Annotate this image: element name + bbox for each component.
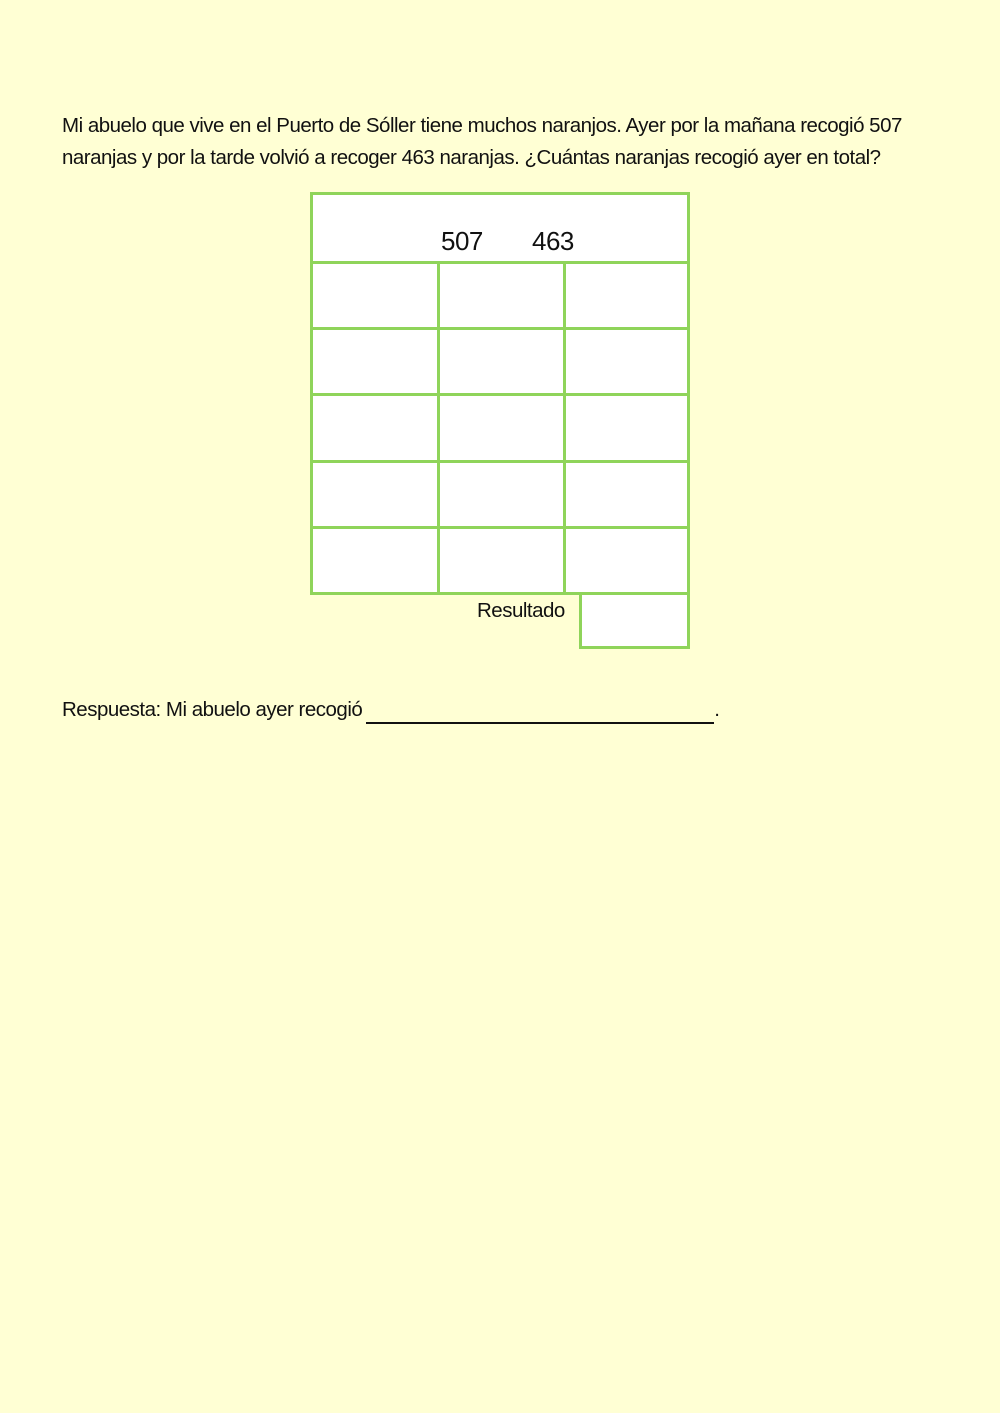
grid-cell[interactable] — [440, 264, 563, 327]
answer-suffix: . — [714, 698, 720, 721]
grid-cell[interactable] — [440, 463, 563, 526]
grid-cell[interactable] — [313, 330, 437, 393]
grid-cell[interactable] — [566, 264, 687, 327]
grid-number-507: 507 — [441, 226, 483, 256]
grid-header-row — [313, 195, 687, 262]
answer-prefix: Respuesta: Mi abuelo ayer recogió — [62, 698, 363, 721]
grid-cell[interactable] — [566, 463, 687, 526]
grid-cell[interactable] — [313, 529, 437, 592]
grid-number-463: 463 — [532, 226, 574, 256]
grid-cell[interactable] — [566, 396, 687, 460]
grid-cell[interactable] — [440, 396, 563, 460]
grid-cell[interactable] — [313, 463, 437, 526]
result-box[interactable] — [579, 595, 690, 649]
problem-statement: Mi abuelo que vive en el Puerto de Sóller tiene muchos naranjos. Ayer por la mañana recogió 507 naranjas y por la tarde volvió a recoger 463 naranjas. ¿Cuántas naranjas recogió ayer en total? — [62, 114, 902, 169]
grid-cell[interactable] — [440, 330, 563, 393]
grid-cell[interactable] — [566, 529, 687, 592]
grid-cell[interactable] — [313, 396, 437, 460]
answer-blank-input[interactable] — [366, 702, 714, 724]
result-label: Resultado — [477, 599, 565, 622]
grid-cell[interactable] — [440, 529, 563, 592]
grid-cell[interactable] — [566, 330, 687, 393]
answer-line — [62, 696, 720, 724]
grid-cell[interactable] — [313, 264, 437, 327]
calculation-grid — [310, 192, 690, 595]
